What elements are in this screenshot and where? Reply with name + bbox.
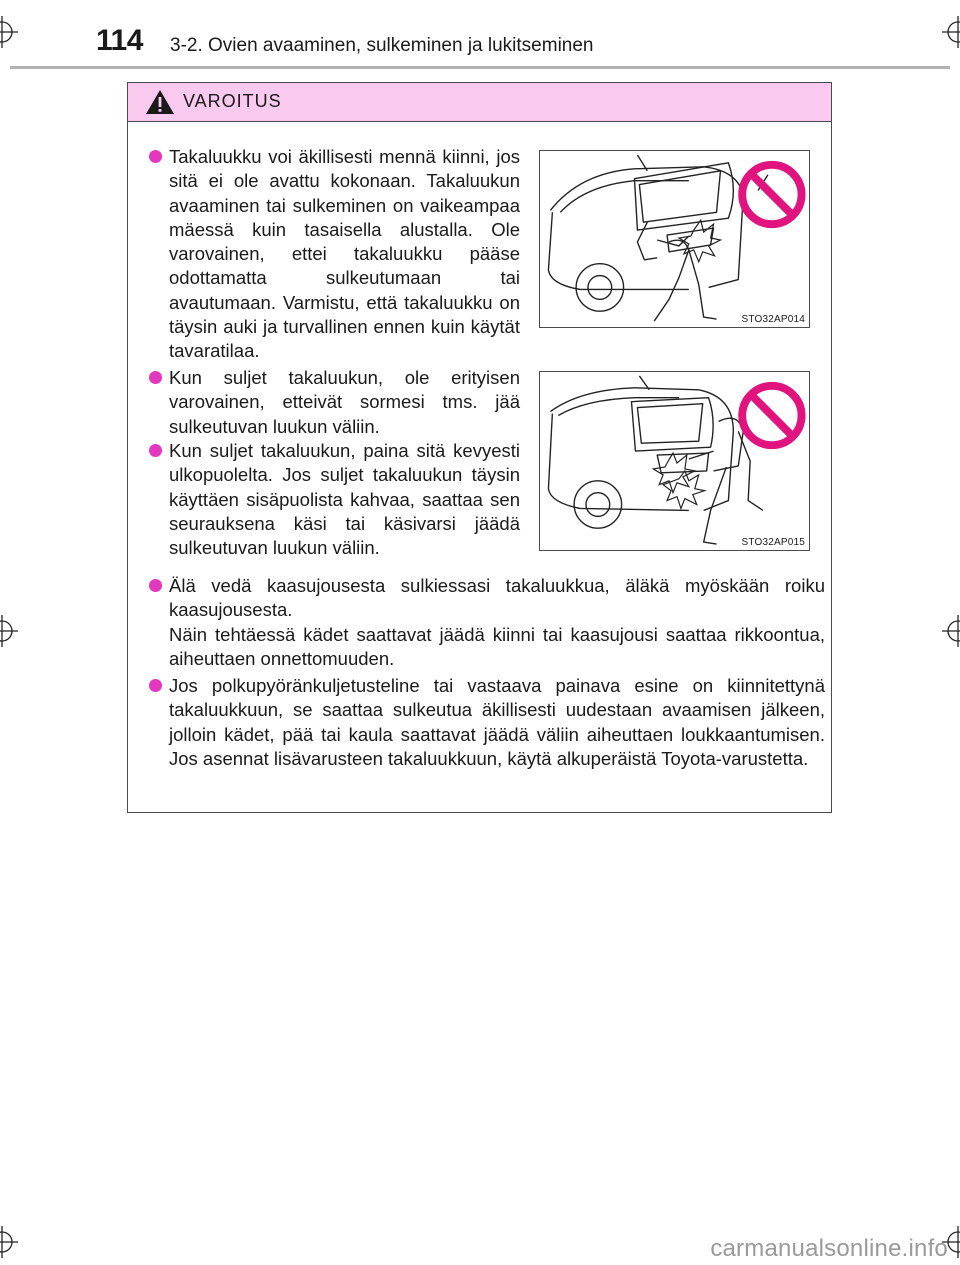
registration-mark-icon [942,16,960,48]
section-title: 3-2. Ovien avaaminen, sulkeminen ja lukitseminen [170,35,594,56]
prohibition-icon [742,386,801,445]
registration-mark-icon [942,615,960,647]
bullet-icon [149,444,162,457]
warning-header [128,83,831,122]
warning-item-text: Takaluukku voi äkillisesti mennä kiinni, jos sitä ei ole avattu kokonaan. Takaluukun avaaminen tai sulkeminen on vaikeampaa mäessä kuin tasaisella alustalla. Ole varovainen, ettei takaluukku pääse odottamatta sulkeutumaan tai avautumaan. Varmistu, että takaluukku on täysin auki ja turvallinen ennen kuin käytät tavaratilaa. [169,146,520,362]
registration-mark-icon [0,1226,18,1258]
prohibition-icon [742,165,801,224]
figure-code: STO32AP014 [741,314,805,325]
warning-triangle-icon [145,89,175,115]
warning-item [169,674,825,771]
warning-label: VAROITUS [183,91,282,111]
watermark: carmanualsonline.info [710,1235,948,1262]
warning-item [169,439,520,560]
figure-code: STO32AP015 [741,537,805,548]
illustration-car-rear-closing [540,372,809,550]
header-divider [10,66,950,69]
bullet-icon [149,371,162,384]
bullet-icon [149,679,162,692]
registration-mark-icon [0,16,18,48]
warning-item-text: Älä vedä kaasujousesta sulkiessasi takaluukkua, äläkä myöskään roiku kaasujousesta. [169,575,825,621]
warning-item [169,145,520,364]
figure-tailgate-hand-caught [539,371,810,551]
warning-item-text: Näin tehtäessä kädet saattavat jäädä kiinni tai kaasujousi saattaa rikkoontua, aiheuttaen onnettomuuden. [169,623,825,669]
bullet-icon [149,150,162,163]
warning-item-text: Jos polkupyöränkuljetusteline tai vastaava painava esine on kiinnitettynä takaluukkuun, se saattaa sulkeutua äkillisesti uudestaan avaamisen jälkeen, jolloin kädet, pää tai kaula saattavat jäädä väliin aiheuttaen loukkaantumisen. Jos asennat lisävarusteen takaluukkuun, käytä alkuperäistä Toyota-varustetta. [169,675,825,769]
registration-mark-icon [0,615,18,647]
figure-tailgate-closing [539,150,810,328]
warning-box [127,82,832,813]
illustration-car-rear-open [540,151,809,327]
warning-item-text: Kun suljet takaluukun, paina sitä kevyesti ulkopuolelta. Jos suljet takaluukun täysin käyttäen sisäpuolista kahvaa, saattaa sen seurauksena käsi tai käsivarsi jäädä sulkeutuvan luukun väliin. [169,440,520,559]
warning-item [169,574,825,671]
warning-item [169,366,520,439]
page-number: 114 [96,24,143,57]
warning-item-text: Kun suljet takaluukun, ole erityisen varovainen, etteivät sormesi tms. jää sulkeutuvan luukun väliin. [169,367,520,437]
bullet-icon [149,579,162,592]
